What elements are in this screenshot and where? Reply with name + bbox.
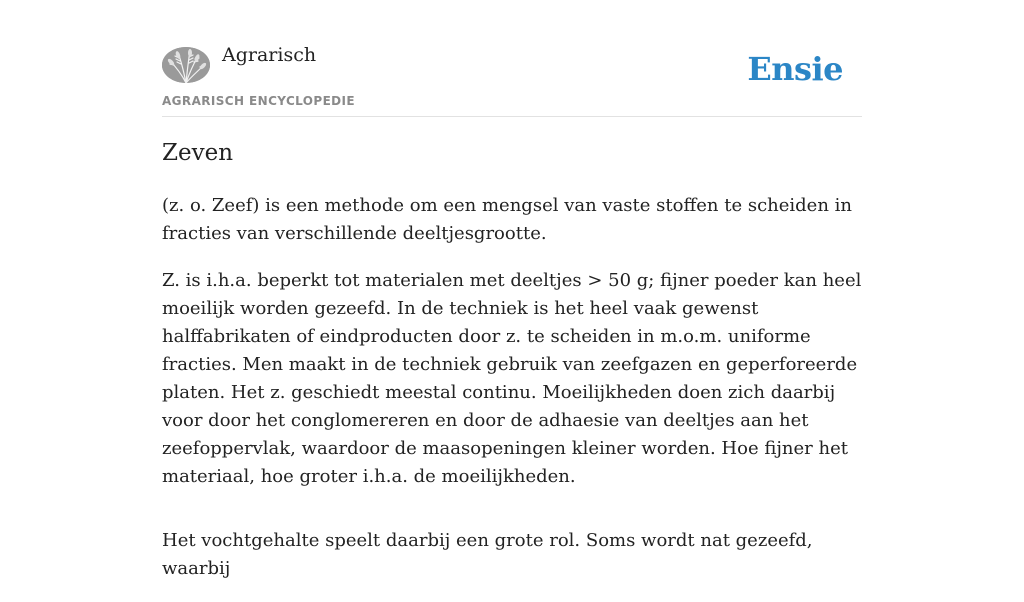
site-title[interactable]: Agrarisch (222, 44, 317, 66)
article-paragraph: Z. is i.h.a. beperkt tot materialen met deeltjes > 50 g; fijner poeder kan heel moeilijk worden gezeefd. In de techniek is het heel vaak gewenst halffabrikaten of eindproducten door z. te scheiden in m.o.m. uniforme fracties. Men maakt in de techniek gebruik van zeefgazen en geperforeerde platen. Het z. geschiedt meestal continu. Moeilijkheden doen zich daarbij voor door het conglomereren en door de adhaesie van deeltjes aan het zeefoppervlak, waardoor de maasopeningen kleiner worden. Hoe fijner het materiaal, hoe groter i.h.a. de moeilijkheden. (162, 270, 862, 487)
article-body (162, 192, 862, 602)
ensie-logo[interactable]: Ensie (747, 50, 843, 88)
article-title: Zeven (162, 140, 234, 166)
site-subtitle: AGRARISCH ENCYCLOPEDIE (162, 94, 355, 108)
page (162, 0, 862, 579)
site-header (162, 0, 862, 117)
article-paragraph: Het vochtgehalte speelt daarbij een grote rol. Soms wordt nat gezeefd, waarbij (162, 530, 813, 579)
article-paragraph: (z. o. Zeef) is een methode om een mengsel van vaste stoffen te scheiden in fracties van verschillende deeltjesgrootte. (162, 195, 852, 244)
wheat-ears-thumbnail-icon[interactable] (162, 47, 210, 83)
